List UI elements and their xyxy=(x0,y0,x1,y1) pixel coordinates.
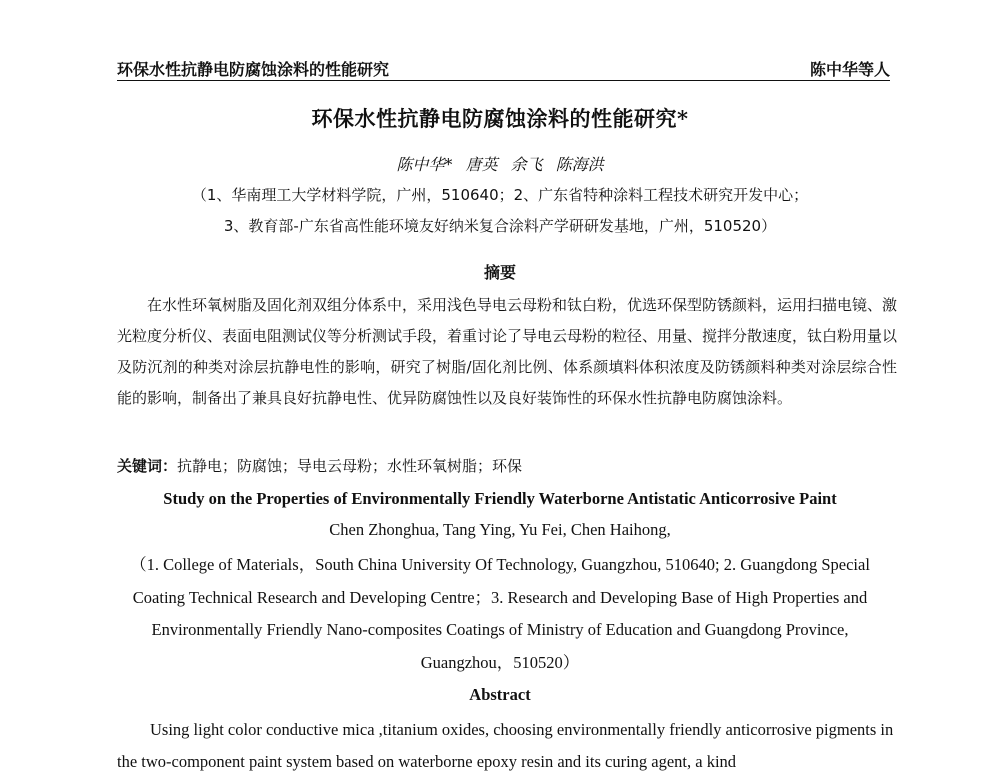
running-header-title: 环保水性抗静电防腐蚀涂料的性能研究 xyxy=(117,60,390,79)
author-list: 陈中华* 唐英 余飞 陈海洪 xyxy=(396,155,604,174)
running-header-authors: 陈中华等人 xyxy=(809,60,890,79)
keywords-label: 关键词： xyxy=(117,457,178,475)
keywords-text: 抗静电；防腐蚀；导电云母粉；水性环氧树脂；环保 xyxy=(177,457,523,475)
english-title: Study on the Properties of Environmentally Friendly Waterborne Antistatic Anticorrosive Paint xyxy=(163,489,837,508)
header-rule xyxy=(117,80,890,81)
english-abstract-heading: Abstract xyxy=(469,685,531,704)
english-affiliation: （1. College of Materials，South China University Of Technology, Guangzhou, 510640; 2. Guangdong Special Coating Technical Research and Developing Centre；3. Research and Developing Base of High Properties and Environmentally Friendly Nano-composites Coatings of Ministry of Education and Guangdong Province, Guangzhou，510520） xyxy=(130,555,870,672)
english-authors: Chen Zhonghua, Tang Ying, Yu Fei, Chen Haihong, xyxy=(329,520,671,539)
running-header xyxy=(117,54,890,80)
english-abstract-text: Using light color conductive mica ,titanium oxides, choosing environmentally friendly anticorrosive pigments in the two-component paint system based on waterborne epoxy resin and its curing agent, a kind xyxy=(117,720,894,771)
affiliation-line-1: （1、华南理工大学材料学院，广州，510640；2、广东省特种涂料工程技术研究开发中心； xyxy=(191,186,809,204)
keywords xyxy=(117,455,897,476)
paper-title: 环保水性抗静电防腐蚀涂料的性能研究* xyxy=(311,106,689,131)
affiliation-line-2: 3、教育部-广东省高性能环境友好纳米复合涂料产学研研发基地，广州，510520） xyxy=(223,217,777,235)
chinese-abstract-text: 在水性环氧树脂及固化剂双组分体系中，采用浅色导电云母粉和钛白粉，优选环保型防锈颜料，运用扫描电镜、激光粒度分析仪、表面电阻测试仪等分析测试手段，着重讨论了导电云母粉的粒径、用量、搅拌分散速度，钛白粉用量以及防沉剂的种类对涂层抗静电性的影响，研究了树脂/固化剂比例、体系颜填料体积浓度及防锈颜料种类对涂层综合性能的影响，制备出了兼具良好抗静电性、优异防腐蚀性以及良好装饰性的环保水性抗静电防腐蚀涂料。 xyxy=(117,296,898,407)
chinese-abstract-heading: 摘要 xyxy=(483,263,516,282)
